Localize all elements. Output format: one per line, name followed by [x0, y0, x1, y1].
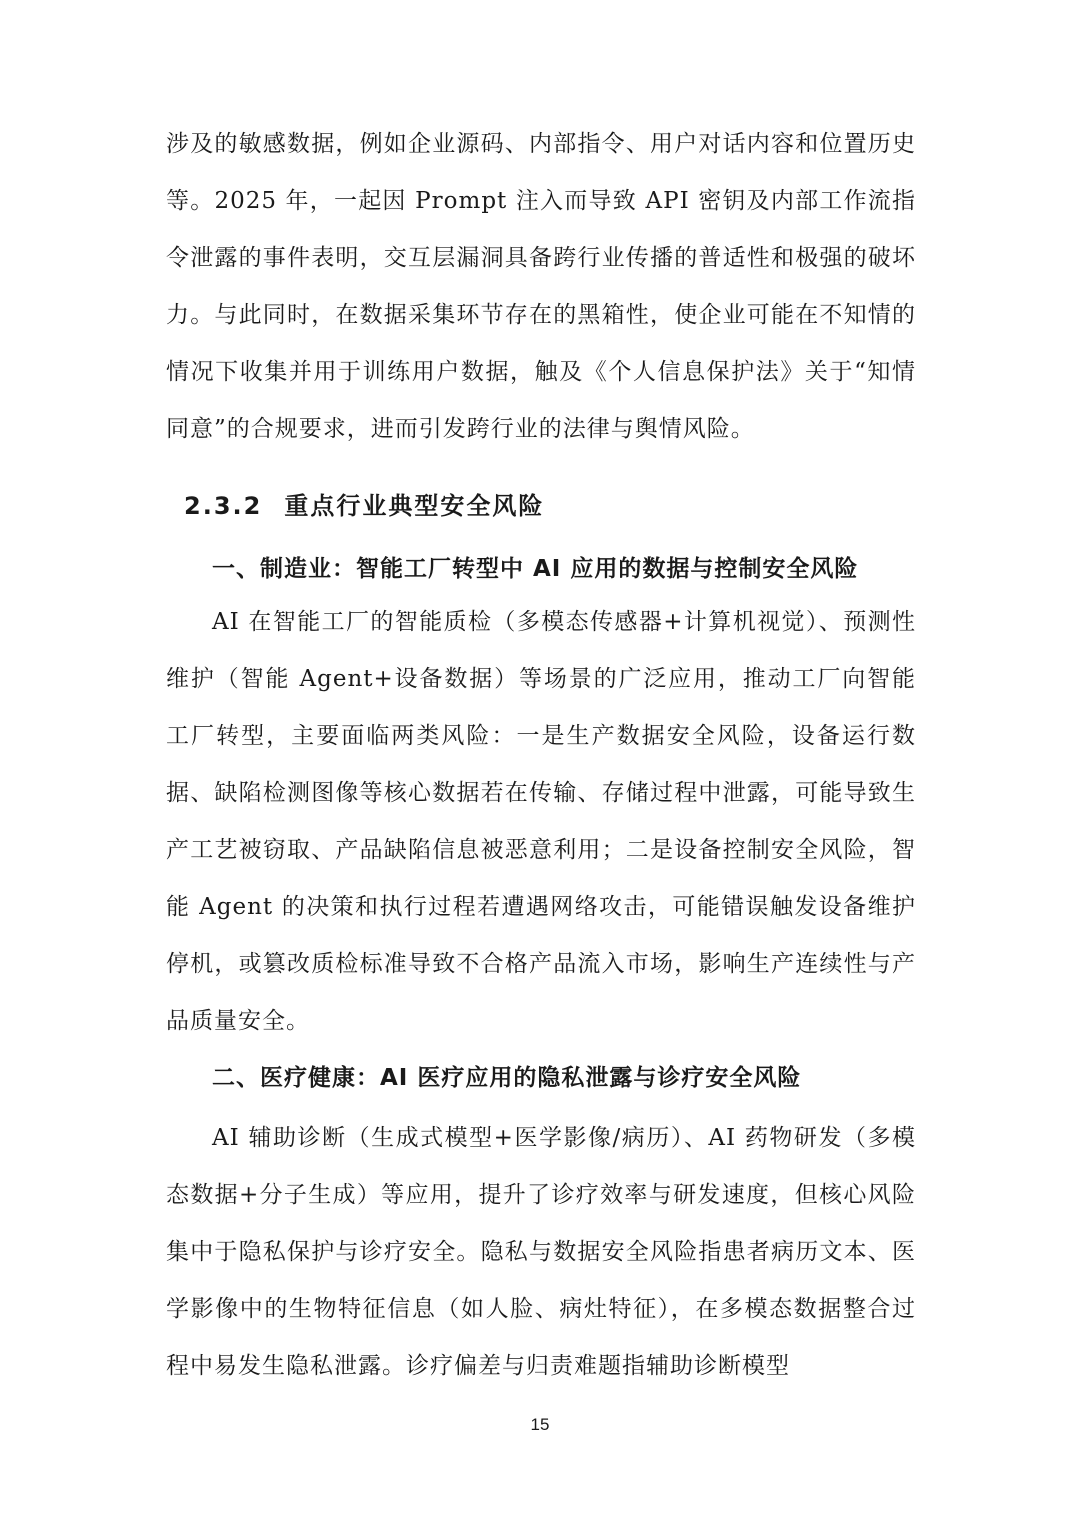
intro-paragraph: 涉及的敏感数据，例如企业源码、内部指令、用户对话内容和位置历史等。2025 年，一起因 Prompt 注入而导致 API 密钥及内部工作流指令泄露的事件表明，交互层漏洞具备跨行业传播的普适性和极强的破坏力。与此同时，在数据采集环节存在的黑箱性，使企业可能在不知情的情况下收集并用于训练用户数据，触及《个人信息保护法》关于“知情同意”的合规要求，进而引发跨行业的法律与舆情风险。 [166, 131, 916, 442]
page-number: 15 [530, 1415, 550, 1434]
subsection-heading-manufacturing: 一、制造业：智能工厂转型中 AI 应用的数据与控制安全风险 [212, 556, 859, 582]
section-title: 重点行业典型安全风险 [284, 492, 545, 520]
subsection-heading-healthcare: 二、医疗健康：AI 医疗应用的隐私泄露与诊疗安全风险 [212, 1065, 802, 1091]
section-heading [184, 483, 544, 529]
section-number: 2.3.2 [184, 492, 263, 520]
subsection-body-healthcare: AI 辅助诊断（生成式模型+医学影像/病历）、AI 药物研发（多模态数据+分子生成）等应用，提升了诊疗效率与研发速度，但核心风险集中于隐私保护与诊疗安全。隐私与数据安全风险指患者病历文本、医学影像中的生物特征信息（如人脸、病灶特征），在多模态数据整合过程中易发生隐私泄露。诊疗偏差与归责难题指辅助诊断模型 [166, 1125, 916, 1379]
subsection-body-manufacturing: AI 在智能工厂的智能质检（多模态传感器+计算机视觉）、预测性维护（智能 Agent+设备数据）等场景的广泛应用，推动工厂向智能工厂转型，主要面临两类风险：一是生产数据安全风险，设备运行数据、缺陷检测图像等核心数据若在传输、存储过程中泄露，可能导致生产工艺被窃取、产品缺陷信息被恶意利用；二是设备控制安全风险，智能 Agent 的决策和执行过程若遭遇网络攻击，可能错误触发设备维护停机，或篡改质检标准导致不合格产品流入市场，影响生产连续性与产品质量安全。 [166, 609, 916, 1034]
